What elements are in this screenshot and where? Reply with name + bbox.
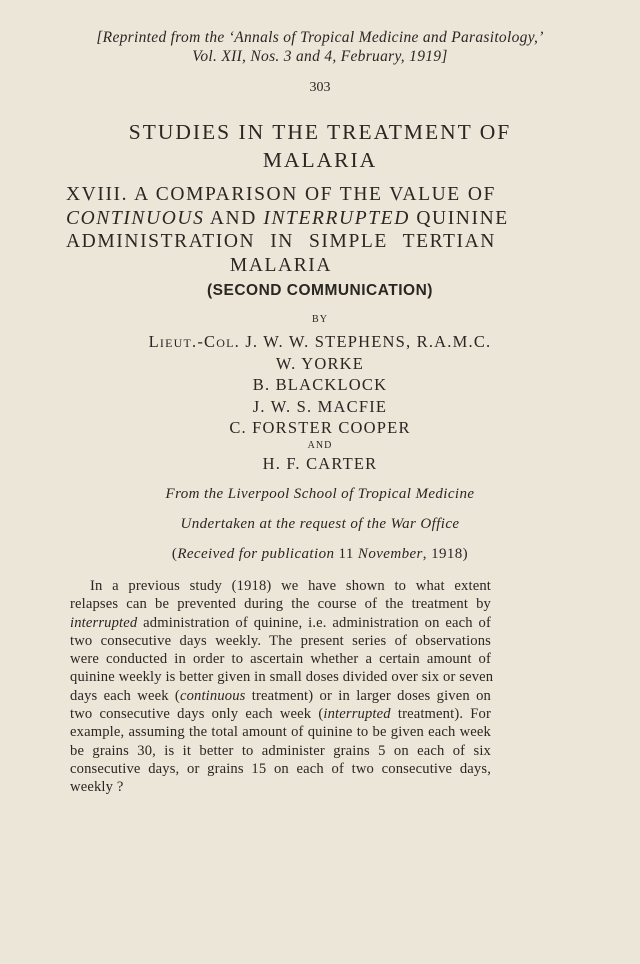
received-line xyxy=(0,546,640,563)
communication-label: (SECOND COMMUNICATION) xyxy=(207,282,433,299)
subtitle-italic-continuous: CONTINUOUS xyxy=(66,207,205,229)
reprint-line-2: Vol. XII, Nos. 3 and 4, February, 1919] xyxy=(192,48,448,65)
subtitle-line-4: MALARIA xyxy=(229,254,333,276)
body-line xyxy=(70,705,491,723)
body-text: treatment). For xyxy=(390,706,491,723)
body-line: two consecutive days weekly. The present series of observations xyxy=(70,632,491,649)
subtitle-italic-interrupted: INTERRUPTED xyxy=(263,207,410,229)
and-label: AND xyxy=(307,439,333,451)
undertaken-line: Undertaken at the request of the War Office xyxy=(180,516,460,532)
main-title-line-1: STUDIES IN THE TREATMENT OF xyxy=(128,120,512,144)
main-title xyxy=(0,118,640,174)
subtitle-line-1: XVIII. A COMPARISON OF THE VALUE OF xyxy=(66,184,496,205)
body-line: be grains 30, is it better to administer grains 5 on each of six xyxy=(70,742,491,759)
author-2: W. YORKE xyxy=(275,353,365,373)
subtitle-line-2 xyxy=(66,207,509,231)
subtitle-line-3: ADMINISTRATION IN SIMPLE TERTIAN xyxy=(66,231,496,252)
subtitle xyxy=(66,183,509,277)
body-line: quinine weekly is better given in small doses divided over six or seven xyxy=(70,669,494,686)
received-open: ( xyxy=(171,546,178,562)
received-label: Received for publication xyxy=(177,546,335,562)
author-4: J. W. S. MACFIE xyxy=(252,396,388,416)
body-line: consecutive days, or grains 15 on each of two consecutive days, xyxy=(70,760,491,777)
body-text: days each week ( xyxy=(70,687,180,704)
author-5: C. FORSTER COOPER xyxy=(229,418,411,437)
author-1 xyxy=(0,331,640,353)
body-text: administration of quinine, i.e. administration on each of xyxy=(137,614,491,631)
main-title-line-2: MALARIA xyxy=(262,148,378,172)
received-month: November xyxy=(357,546,423,562)
subtitle-quinine: QUININE xyxy=(409,207,509,229)
body-line: were conducted in order to ascertain whether a certain amount of xyxy=(70,651,491,668)
received-day: 11 xyxy=(334,546,358,562)
body-line xyxy=(70,687,491,705)
body-line: example, assuming the total amount of quinine to be given each week xyxy=(70,724,491,741)
body-italic: continuous xyxy=(179,687,246,704)
body-italic: interrupted xyxy=(70,614,138,631)
body-italic: interrupted xyxy=(323,706,391,723)
body-line: weekly ? xyxy=(70,779,124,796)
author-list xyxy=(0,331,640,474)
affiliation-line: From the Liverpool School of Tropical Medicine xyxy=(165,486,475,502)
body-line xyxy=(70,614,491,632)
reprint-note xyxy=(0,28,640,66)
page-number: 303 xyxy=(309,80,331,95)
body-line: In a previous study (1918) we have shown to what extent xyxy=(90,578,491,594)
author-rank: Lieut.-Col. xyxy=(148,332,240,351)
body-text: treatment) or in larger doses given on xyxy=(245,687,491,704)
author-3: B. BLACKLOCK xyxy=(252,375,388,394)
body-text: two consecutive days only each week ( xyxy=(70,706,324,723)
author-1-name: J. W. W. STEPHENS, R.A.M.C. xyxy=(245,332,492,351)
body-line: relapses can be prevented during the course of the treatment by xyxy=(70,596,491,613)
body-paragraph xyxy=(70,577,494,797)
subtitle-and: AND xyxy=(204,207,264,229)
author-6: H. F. CARTER xyxy=(262,453,378,473)
reprint-line-1: [Reprinted from the ‘Annals of Tropical Medicine and Parasitology,’ xyxy=(96,29,544,46)
by-label: BY xyxy=(312,314,328,325)
received-close: , 1918) xyxy=(422,546,469,562)
